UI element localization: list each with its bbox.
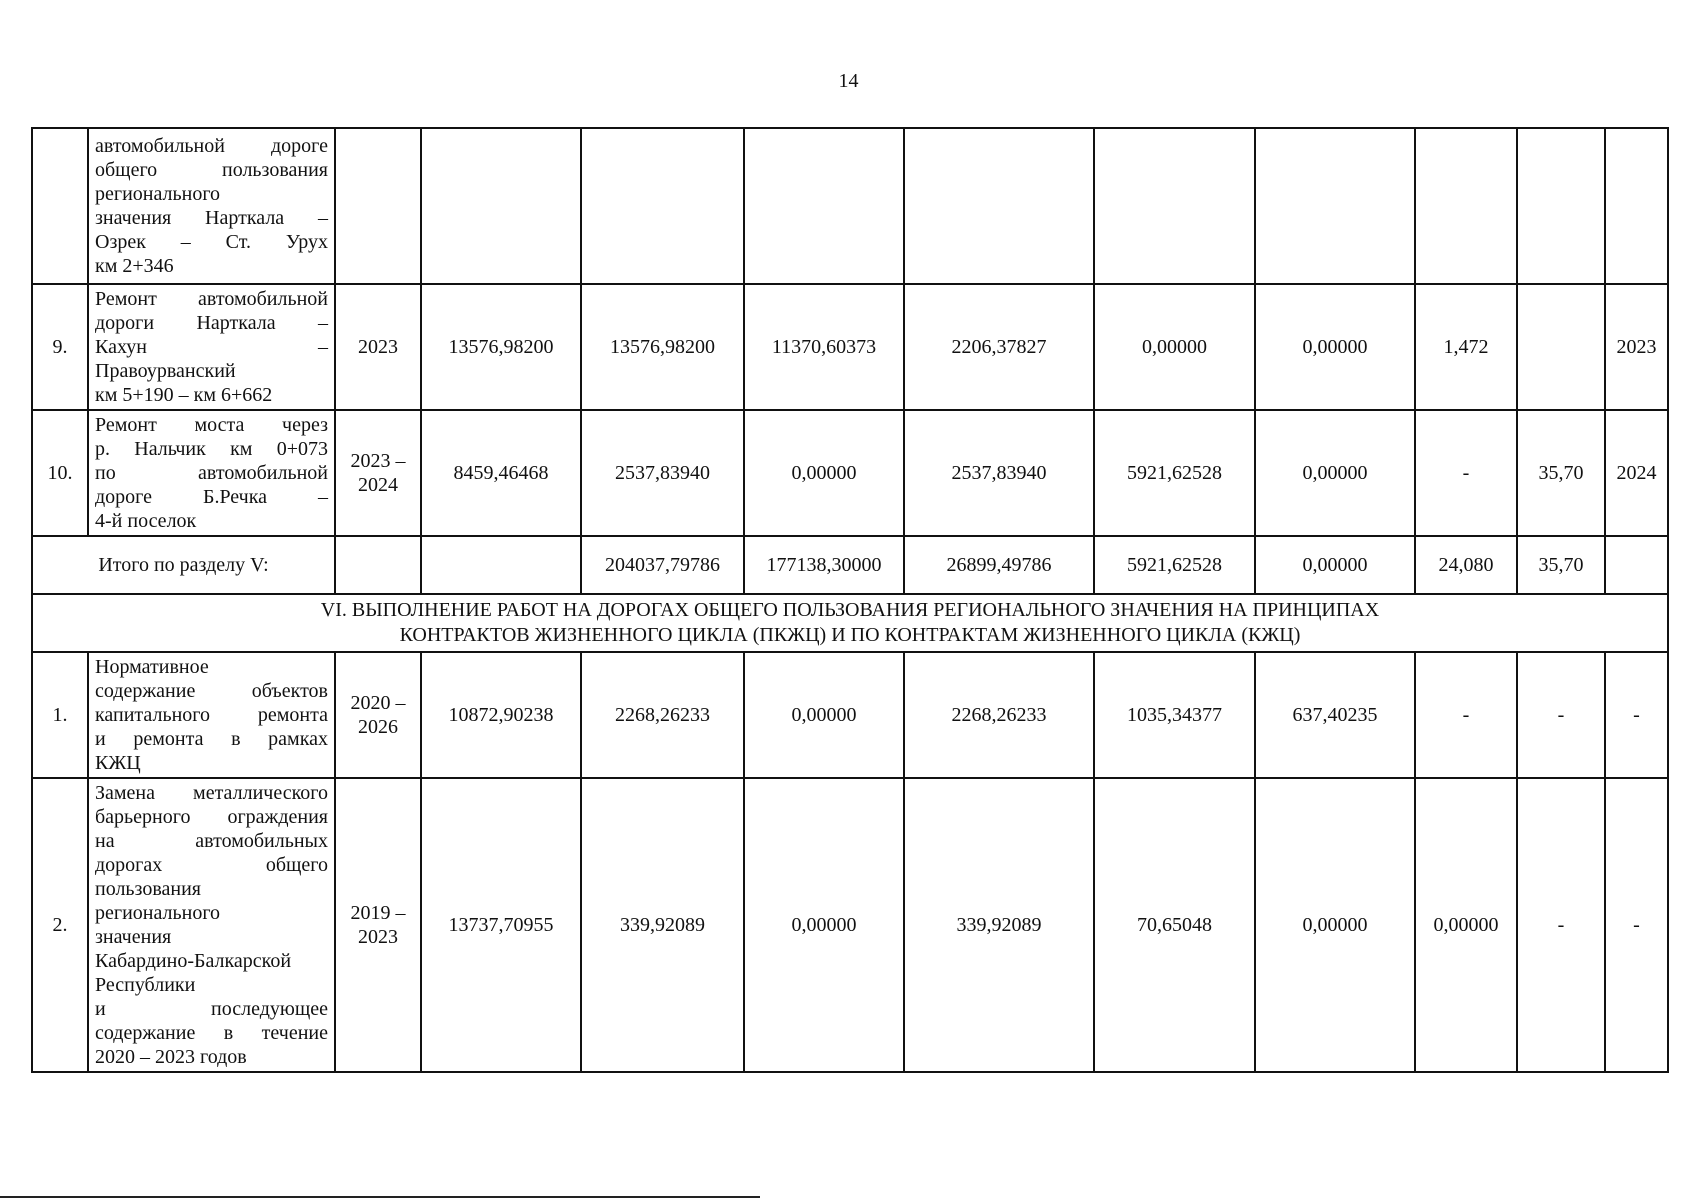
row-number: 1. (32, 652, 88, 778)
row-value: 5921,62528 (1094, 410, 1255, 536)
row-value: 2023 (1605, 284, 1668, 410)
total-value: 24,080 (1415, 536, 1517, 594)
description-line: регионального (95, 183, 221, 205)
table-row (32, 128, 1668, 284)
description-line: Ремонт моста через (95, 414, 328, 436)
row-value (581, 128, 744, 284)
total-value: 5921,62528 (1094, 536, 1255, 594)
row-years: 2023 – 2024 (335, 410, 421, 536)
row-value: 10872,90238 (421, 652, 581, 778)
row-value (421, 128, 581, 284)
row-value: - (1517, 778, 1605, 1072)
row-value (1517, 284, 1605, 410)
description-line: 2020 – 2023 годов (95, 1046, 247, 1068)
table-row (32, 652, 1668, 778)
description-line: Замена металлического (95, 782, 328, 804)
total-value: 26899,49786 (904, 536, 1094, 594)
row-description (88, 410, 335, 536)
section-heading-row (32, 594, 1668, 652)
description-line: значения (95, 926, 172, 948)
description-line: дороге Б.Речка – (95, 486, 328, 508)
row-description (88, 284, 335, 410)
section-heading-line: КОНТРАКТОВ ЖИЗНЕННОГО ЦИКЛА (ПКЖЦ) И ПО КОНТРАКТАМ ЖИЗНЕННОГО ЦИКЛА (КЖЦ) (399, 624, 1301, 646)
row-years: 2020 – 2026 (335, 652, 421, 778)
description-line: Кахун – (95, 336, 328, 358)
total-label: Итого по разделу V: (32, 536, 335, 594)
row-value (1605, 128, 1668, 284)
row-value: 35,70 (1517, 410, 1605, 536)
row-value (1517, 128, 1605, 284)
table-row (32, 284, 1668, 410)
row-value (904, 128, 1094, 284)
row-value: - (1415, 652, 1517, 778)
row-number (32, 128, 88, 284)
total-value: 0,00000 (1255, 536, 1415, 594)
row-description (88, 652, 335, 778)
row-years (335, 128, 421, 284)
description-line: регионального (95, 902, 221, 924)
description-line: по автомобильной (95, 462, 328, 484)
description-line: КЖЦ (95, 752, 141, 774)
row-value: 8459,46468 (421, 410, 581, 536)
description-line: капитального ремонта (95, 704, 328, 726)
row-value: 0,00000 (1094, 284, 1255, 410)
description-line: значения Нарткала – (95, 207, 328, 229)
page-number: 14 (838, 70, 859, 92)
row-value: 0,00000 (744, 778, 904, 1072)
row-value: 0,00000 (1255, 410, 1415, 536)
table-row (32, 410, 1668, 536)
description-line: р. Нальчик км 0+073 (95, 438, 328, 460)
row-number: 9. (32, 284, 88, 410)
total-row (32, 536, 1668, 594)
description-line: содержание в течение (95, 1022, 328, 1044)
row-value: 13576,98200 (581, 284, 744, 410)
row-number: 10. (32, 410, 88, 536)
row-value (1415, 128, 1517, 284)
total-value (421, 536, 581, 594)
description-line: км 2+346 (95, 255, 174, 277)
description-line: дороги Нарткала – (95, 312, 328, 334)
description-line: Республики (95, 974, 196, 996)
row-value: - (1415, 410, 1517, 536)
description-line: Озрек – Ст. Урух (95, 231, 328, 253)
budget-table (31, 127, 1669, 1073)
row-value: 2537,83940 (904, 410, 1094, 536)
description-line: общего пользования (95, 159, 328, 181)
row-value: - (1605, 778, 1668, 1072)
description-line: на автомобильных (95, 830, 328, 852)
row-value: 2268,26233 (581, 652, 744, 778)
section-heading-line: VI. ВЫПОЛНЕНИЕ РАБОТ НА ДОРОГАХ ОБЩЕГО ПОЛЬЗОВАНИЯ РЕГИОНАЛЬНОГО ЗНАЧЕНИЯ НА ПРИНЦИПАХ (320, 599, 1380, 621)
description-line: Ремонт автомобильной (95, 288, 328, 310)
description-line: содержание объектов (95, 680, 328, 702)
row-value: - (1605, 652, 1668, 778)
description-line: км 5+190 – км 6+662 (95, 384, 273, 406)
row-value: 0,00000 (1255, 778, 1415, 1072)
total-value (1605, 536, 1668, 594)
row-value: 2268,26233 (904, 652, 1094, 778)
section-heading (32, 594, 1668, 652)
description-line: Кабардино-Балкарской (95, 950, 292, 972)
row-value: 13576,98200 (421, 284, 581, 410)
row-years: 2019 – 2023 (335, 778, 421, 1072)
row-value: 1035,34377 (1094, 652, 1255, 778)
row-value (744, 128, 904, 284)
row-value: 0,00000 (1255, 284, 1415, 410)
row-value: 70,65048 (1094, 778, 1255, 1072)
table-row (32, 778, 1668, 1072)
row-value: 2024 (1605, 410, 1668, 536)
description-line: и последующее (95, 998, 328, 1020)
row-value (1255, 128, 1415, 284)
row-value: 339,92089 (904, 778, 1094, 1072)
row-value: 1,472 (1415, 284, 1517, 410)
row-value: - (1517, 652, 1605, 778)
description-line: Правоурванский (95, 360, 236, 382)
description-line: пользования (95, 878, 201, 900)
description-line: и ремонта в рамках (95, 728, 328, 750)
row-value: 11370,60373 (744, 284, 904, 410)
description-line: 4-й поселок (95, 510, 197, 532)
description-line: Нормативное (95, 656, 209, 678)
row-value (1094, 128, 1255, 284)
total-value: 204037,79786 (581, 536, 744, 594)
total-value: 177138,30000 (744, 536, 904, 594)
footnote-rule (0, 1196, 760, 1198)
row-years: 2023 (335, 284, 421, 410)
row-value: 13737,70955 (421, 778, 581, 1072)
description-line: автомобильной дороге (95, 135, 328, 157)
description-line: дорогах общего (95, 854, 328, 876)
row-description (88, 778, 335, 1072)
total-value: 35,70 (1517, 536, 1605, 594)
row-value: 2537,83940 (581, 410, 744, 536)
description-line: барьерного ограждения (95, 806, 328, 828)
row-value: 2206,37827 (904, 284, 1094, 410)
row-value: 0,00000 (744, 652, 904, 778)
row-value: 637,40235 (1255, 652, 1415, 778)
row-value: 0,00000 (744, 410, 904, 536)
row-value: 0,00000 (1415, 778, 1517, 1072)
table-body (32, 128, 1668, 1072)
row-description (88, 128, 335, 284)
row-number: 2. (32, 778, 88, 1072)
total-value (335, 536, 421, 594)
row-value: 339,92089 (581, 778, 744, 1072)
